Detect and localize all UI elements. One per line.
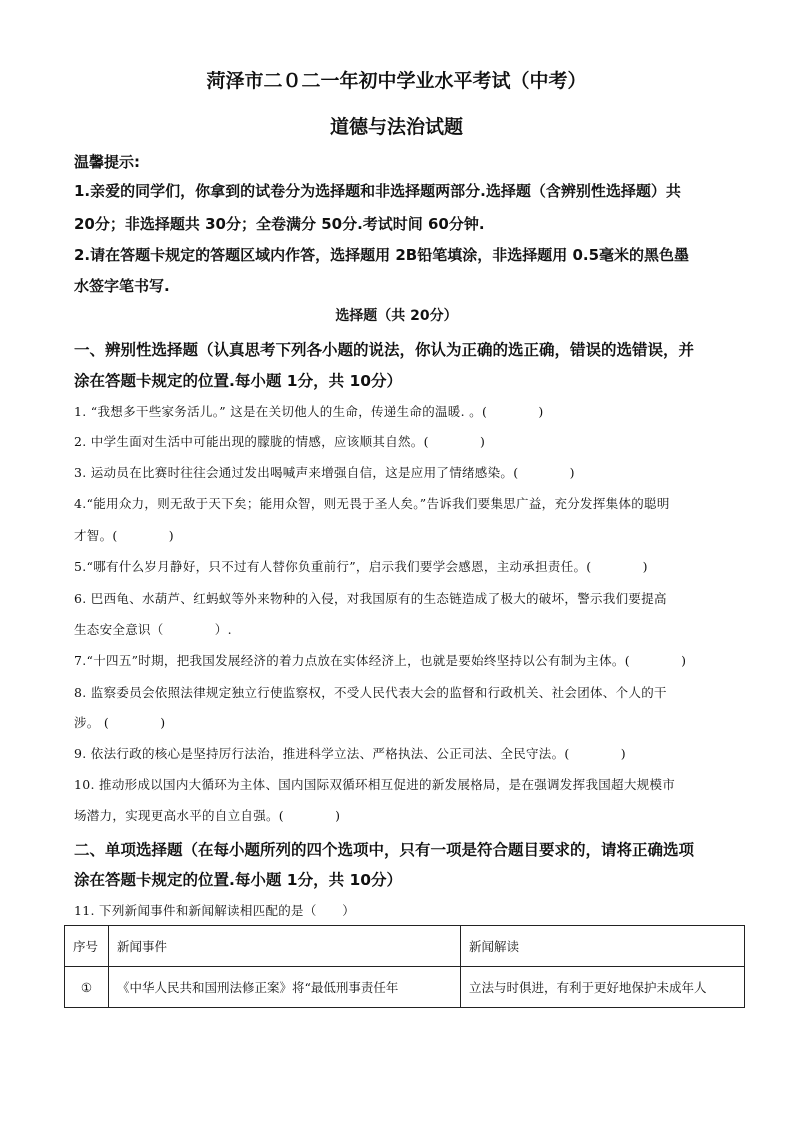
- question-7: 7.“十四五”时期，把我国发展经济的着力点放在实体经济上，也就是要始终坚持以公有制为主体。( ): [74, 653, 687, 668]
- question-10-line-a: 10. 推动形成以国内大循环为主体、国内国际双循环相互促进的新发展格局，是在强调发挥我国超大规模市: [74, 777, 676, 792]
- cell-index: ①: [65, 967, 109, 1008]
- header-cell-index: 序号: [65, 926, 109, 967]
- question-4-line-a: 4.“能用众力，则无敌于天下矣；能用众智，则无畏于圣人矣。”告诉我们要集思广益，充分发挥集体的聪明: [74, 496, 670, 511]
- tips-line-1a: 1.亲爱的同学们，你拿到的试卷分为选择题和非选择题两部分.选择题（含辨别性选择题）共: [74, 182, 681, 200]
- question-6-line-a: 6. 巴西龟、水葫芦、红蚂蚁等外来物种的入侵，对我国原有的生态链造成了极大的破坏，警示我们要提高: [74, 591, 667, 606]
- table-header-row: [65, 926, 745, 967]
- part1-heading-b: 涂在答题卡规定的位置.每小题 1分，共 10分）: [74, 372, 403, 390]
- part1-heading-a: 一、辨别性选择题（认真思考下列各小题的说法，你认为正确的选正确，错误的选错误，并: [74, 341, 695, 359]
- tips-line-2a: 2.请在答题卡规定的答题区域内作答，选择题用 2B铅笔填涂，非选择题用 0.5毫米的黑色墨: [74, 246, 690, 264]
- cell-event: 《中华人民共和国刑法修正案》将“最低刑事责任年: [109, 967, 461, 1008]
- question-8-line-a: 8. 监察委员会依照法律规定独立行使监察权，不受人民代表大会的监督和行政机关、社会团体、个人的干: [74, 685, 667, 700]
- tips-line-2b: 水签字笔书写.: [74, 277, 170, 295]
- question-1: 1. “我想多干些家务活儿。” 这是在关切他人的生命，传递生命的温暖. 。( ): [74, 404, 544, 419]
- question-11: 11. 下列新闻事件和新闻解读相匹配的是（ ）: [74, 903, 356, 918]
- question-8-line-b: 涉。 ( ): [74, 715, 166, 730]
- header-cell-interpretation: 新闻解读: [461, 926, 745, 967]
- section-choice-heading: 选择题（共 20分）: [335, 308, 458, 324]
- part2-heading-b: 涂在答题卡规定的位置.每小题 1分，共 10分）: [74, 871, 403, 889]
- exam-subtitle: 道德与法治试题: [329, 116, 463, 138]
- table-row: [65, 967, 745, 1008]
- tips-heading: 温馨提示:: [74, 153, 140, 171]
- question-4-line-b: 才智。( ): [74, 528, 174, 543]
- question-9: 9. 依法行政的核心是坚持厉行法治，推进科学立法、严格执法、公正司法、全民守法。( ): [74, 746, 626, 761]
- question-2: 2. 中学生面对生活中可能出现的朦胧的情感，应该顺其自然。( ): [74, 434, 486, 449]
- cell-interpretation: 立法与时俱进，有利于更好地保护未成年人: [461, 967, 745, 1008]
- tips-line-1b: 20分；非选择题共 30分；全卷满分 50分.考试时间 60分钟.: [74, 215, 485, 233]
- part2-heading-a: 二、单项选择题（在每小题所列的四个选项中，只有一项是符合题目要求的，请将正确选项: [74, 841, 695, 859]
- exam-title: 菏泽市二０二一年初中学业水平考试（中考）: [206, 70, 587, 92]
- question-10-line-b: 场潜力，实现更高水平的自立自强。( ): [74, 808, 341, 823]
- header-cell-event: 新闻事件: [109, 926, 461, 967]
- question-5: 5.“哪有什么岁月静好，只不过有人替你负重前行”，启示我们要学会感恩，主动承担责任。( ): [74, 559, 648, 574]
- question-6-line-b: 生态安全意识（ ）.: [74, 622, 232, 637]
- news-table: [64, 925, 745, 1008]
- question-3: 3. 运动员在比赛时往往会通过发出喝喊声来增强自信，这是应用了情绪感染。( ): [74, 465, 575, 480]
